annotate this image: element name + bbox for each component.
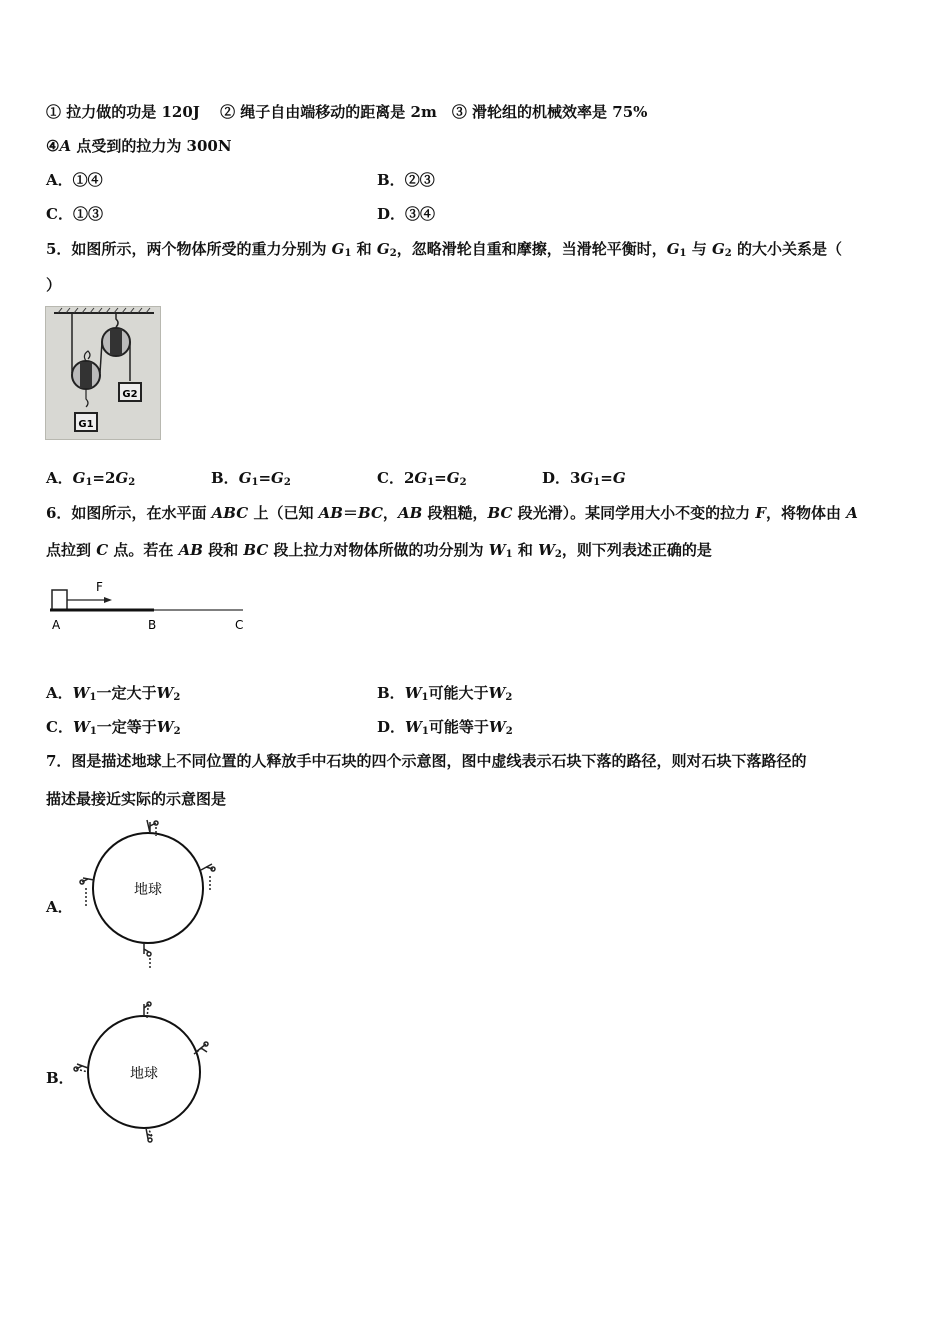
q4-option-c[interactable]: C．①③ (46, 205, 103, 223)
q7-option-a-figure[interactable] (78, 818, 218, 972)
q7-option-b-label[interactable]: B． (46, 1069, 74, 1087)
q6-stem-line2: 点拉到 C 点。若在 AB 段和 BC 段上拉力对物体所做的功分别为 $W_1$ 和 $W_2$，则下列表述正确的是 (46, 541, 712, 560)
q4-option-b[interactable]: B．②③ (377, 171, 435, 189)
q4-statements-line1: ① 拉力做的功是 120J ② 绳子自由端移动的距离是 2m ③ 滑轮组的机械效率是 75% (46, 103, 648, 121)
q7-stem-line2: 描述最接近实际的示意图是 (46, 790, 227, 808)
q6-option-a[interactable]: A．$W_1$一定大于$W_2$ (46, 684, 181, 703)
q6-track-figure (46, 578, 256, 640)
q5-stem-close: ） (46, 276, 62, 294)
point-c-label: C (235, 618, 244, 632)
q4-option-a[interactable]: A．①④ (46, 171, 103, 189)
q5-stem: 5．如图所示，两个物体所受的重力分别为 $G_1$ 和 $G_2$，忽略滑轮自重和摩擦，当滑轮平衡时，$G_1$ 与 $G_2$ 的大小关系是（ (46, 240, 842, 259)
point-b-label: B (148, 618, 157, 632)
q5-option-b[interactable]: B．$G_1=G_2$ (211, 469, 291, 488)
earth-diagram-b (72, 998, 212, 1143)
q5-option-c[interactable]: C．$2G_1=G_2$ (377, 469, 467, 488)
q5-option-d[interactable]: D．$3G_1=G$ (542, 469, 626, 488)
g2-box-label: G2 (122, 389, 138, 400)
earth-label-b: 地球 (130, 1066, 158, 1082)
earth-label-a: 地球 (134, 882, 162, 898)
pulley-diagram (46, 307, 160, 439)
force-label: F (96, 580, 103, 594)
q6-option-b[interactable]: B．$W_1$可能大于$W_2$ (377, 684, 513, 703)
track-diagram (46, 578, 256, 636)
q7-option-b-figure[interactable] (72, 998, 212, 1147)
q5-pulley-figure (45, 306, 161, 440)
q6-stem-line1: 6．如图所示，在水平面 ABC 上（已知 AB＝BC，AB 段粗糙，BC 段光滑）。某同学用大小不变的拉力 F，将物体由 A (46, 504, 858, 522)
q6-option-c[interactable]: C．$W_1$一定等于$W_2$ (46, 718, 181, 737)
q7-stem-line1: 7．图是描述地球上不同位置的人释放手中石块的四个示意图，图中虚线表示石块下落的路径，则对石块下落路径的 (46, 752, 807, 770)
q6-option-d[interactable]: D．$W_1$可能等于$W_2$ (377, 718, 513, 737)
point-a-label: A (52, 618, 61, 632)
q4-option-d[interactable]: D．③④ (377, 205, 436, 223)
q5-option-a[interactable]: A．$G_1=2G_2$ (46, 469, 136, 488)
q7-option-a-label[interactable]: A． (46, 898, 73, 916)
earth-diagram-a (78, 818, 218, 968)
g1-box-label: G1 (78, 419, 94, 430)
q4-statements-line2: ④A 点受到的拉力为 300N (46, 137, 232, 155)
